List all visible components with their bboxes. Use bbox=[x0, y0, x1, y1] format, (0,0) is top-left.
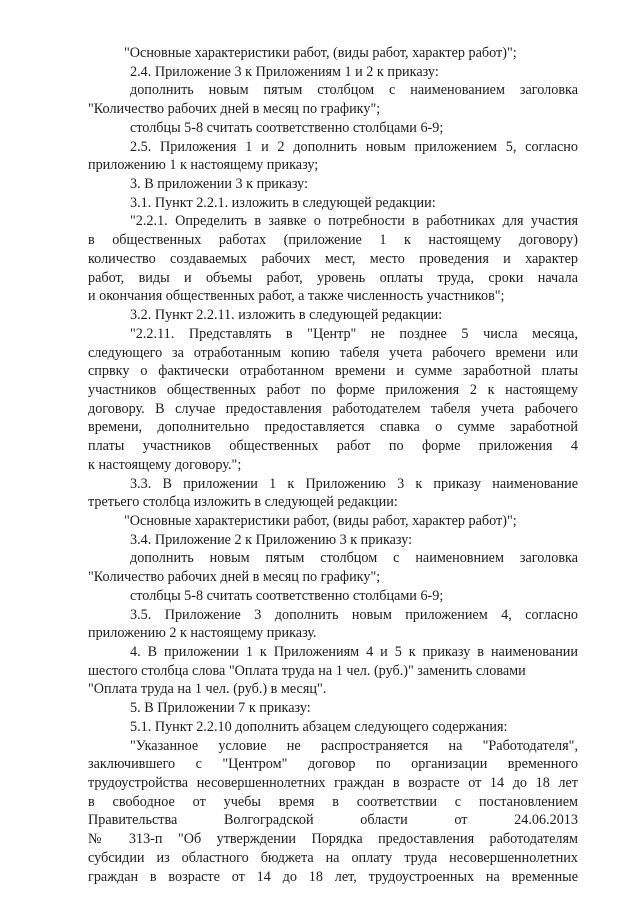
text-line: 5.1. Пункт 2.2.10 дополнить абзацем следующего содержания: bbox=[130, 718, 508, 735]
text-line: столбцы 5-8 считать соответственно столбцами 6-9; bbox=[130, 119, 444, 136]
text-line: столбцы 5-8 считать соответственно столбцами 6-9; bbox=[130, 587, 444, 604]
text-line: "Указанное условие не распространяется на "Работодателя", bbox=[130, 737, 578, 754]
text-line: следующего за отработанным копию табеля учета рабочего времени или bbox=[88, 344, 578, 361]
text-line: 3.1. Пункт 2.2.1. изложить в следующей редакции: bbox=[130, 194, 436, 211]
text-line: граждан в возрасте от 14 до 18 лет, трудоустроенных на временные bbox=[88, 868, 578, 885]
text-line: "Количество рабочих дней в месяц по графику"; bbox=[88, 569, 381, 586]
text-line: № 313-п "Об утверждении Порядка предоставления работодателям bbox=[88, 831, 578, 848]
text-line: 3.4. Приложение 2 к Приложению 3 к приказу: bbox=[130, 531, 413, 548]
text-line: 3.5. Приложение 3 дополнить новым приложением 4, согласно bbox=[130, 606, 578, 623]
text-line: приложению 1 к настоящему приказу; bbox=[88, 157, 319, 174]
text-line: "Основные характеристики работ, (виды работ, характер работ)"; bbox=[124, 45, 517, 61]
text-line: "Основные характеристики работ, (виды работ, характер работ)"; bbox=[124, 512, 517, 529]
text-line: 4. В приложении 1 к Приложениям 4 и 5 к приказу в наименовании bbox=[130, 644, 578, 660]
text-line: 3.2. Пункт 2.2.11. изложить в следующей редакции: bbox=[130, 307, 443, 324]
text-line: 2.5. Приложения 1 и 2 дополнить новым приложением 5, согласно bbox=[130, 138, 578, 155]
text-line: третьего столбца изложить в следующей редакции: bbox=[88, 494, 398, 511]
text-line: приложению 2 к настоящему приказу. bbox=[88, 625, 317, 642]
text-line: в свободное от учебы время в соответствии с постановлением bbox=[88, 793, 578, 810]
text-line: шестого столбца слова "Оплата труда на 1 чел. (руб.)" заменить словами bbox=[88, 662, 526, 679]
text-line: к настоящему договору."; bbox=[88, 456, 242, 473]
text-line: времени, дополнительно предоставляется спавка о сумме заработной bbox=[88, 419, 578, 436]
document-body bbox=[88, 44, 578, 886]
text-line: дополнить новым пятым столбцом с наименованием заголовка bbox=[130, 82, 578, 99]
text-line: трудоустройства несовершеннолетних граждан в возрасте от 14 до 18 лет bbox=[88, 775, 578, 792]
text-line: 5. В Приложении 7 к приказу: bbox=[130, 700, 311, 717]
text-line: 3. В приложении 3 к приказу: bbox=[130, 176, 309, 193]
text-line: 3.3. В приложении 1 к Приложению 3 к приказу наименование bbox=[130, 475, 578, 492]
text-line: субсидии из областного бюджета на оплату труда несовершеннолетних bbox=[88, 849, 578, 866]
text-line: "Количество рабочих дней в месяц по графику"; bbox=[88, 101, 381, 118]
text-line: 2.4. Приложение 3 к Приложениям 1 и 2 к приказу: bbox=[130, 63, 439, 80]
text-line: платы участников общественных работ по форме приложения 4 bbox=[88, 438, 578, 455]
text-line: работ, виды и объемы работ, уровень оплаты труда, сроки начала bbox=[88, 269, 578, 286]
text-line: количество создаваемых рабочих мест, место проведения и характер bbox=[88, 250, 578, 267]
text-line: спрвку о фактически отработанном времени и сумме заработной платы bbox=[88, 363, 578, 380]
text-line: "2.2.11. Представлять в "Центр" не позднее 5 числа месяца, bbox=[130, 325, 578, 342]
text-line: и окончания общественных работ, а также численность участников"; bbox=[88, 288, 505, 305]
text-line: "2.2.1. Определить в заявке о потребности в работниках для участия bbox=[130, 213, 578, 230]
text-line: Правительства Волгоградской области от 24.06.2013 bbox=[88, 812, 578, 829]
text-line: заключившего с "Центром" договор по организации временного bbox=[88, 756, 578, 773]
text-line: в общественных работах (приложение 1 к настоящему договору) bbox=[88, 232, 578, 249]
text-line: договору. В случае предоставления работодателем табеля учета рабочего bbox=[88, 400, 578, 417]
text-line: участников общественных работ по форме приложения 2 к настоящему bbox=[88, 381, 578, 398]
text-line: "Оплата труда на 1 чел. (руб.) в месяц". bbox=[88, 681, 327, 698]
text-line: дополнить новым пятым столбцом с наименовнием заголовка bbox=[130, 550, 578, 567]
